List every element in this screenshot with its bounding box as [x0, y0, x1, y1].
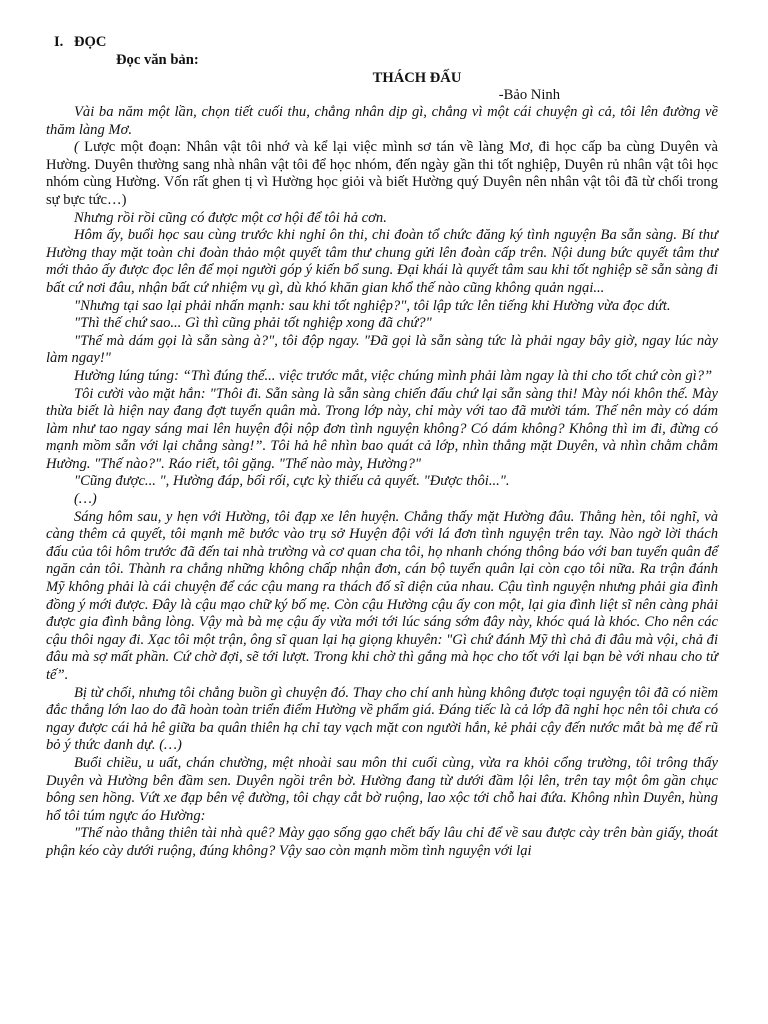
section-label: ĐỌC: [74, 34, 107, 50]
paragraph-10: "Cũng được... ", Hường đáp, bối rối, cực kỳ thiếu cả quyết. "Được thôi...".: [74, 473, 510, 490]
paragraph-15: "Thế nào thằng thiên tài nhà quê? Mày gạo sống gạo chết bấy lâu chỉ để về sau được cày trên bàn giấy, thoát phận kéo cày dưới ruộng, đúng không? Vậy sao còn mạnh mồm tình nguyện với lại: [46, 825, 718, 859]
paragraph-summary: [46, 139, 718, 209]
paragraph-8: Hường lúng túng: “Thì đúng thế... việc trước mắt, việc chúng mình phải làm ngay là thi cho tốt chứ còn gì?”: [74, 367, 713, 384]
section-heading: [54, 34, 718, 52]
section-number: I.: [54, 34, 64, 50]
paragraph-12: Sáng hôm sau, y hẹn với Hường, tôi đạp xe lên huyện. Chẳng thấy mặt Hường đâu. Thằng hèn, tôi nghĩ, và càng thêm cả quyết, tôi mạnh mẽ bước vào trụ sở Huyện đội với lá đơn tình nguyện trên tay. Nào ngờ lời thách đấu của tôi hôm trước đã đến tai nhà trường và cơ quan cha tôi, họ nhanh chóng thông báo với ban tuyển quân để ngăn cản tôi. Thành ra chẳng những không chấp nhận đơn, cán bộ tuyển quân lại còn cạo tôi nữa. Ra trận đánh Mỹ không phải là cái chuyện để các cậu mang ra thách đố sĩ diện của nhau. Cậu tình nguyện nhưng phải gia đình đồng ý mới được. Đây là cậu mạo chữ ký bố mẹ. Còn cậu Hường cậu ấy con một, lại gia đình liệt sĩ nên càng phải được gia đình bằng lòng. Vậy mà bà mẹ cậu ấy vừa mới tới lúc sáng sớm đây này, khóc quá là khóc. Cho nên các cậu thôi ngay đi. Xạc tôi một trận, ông sĩ quan lại hạ giọng khuyên: "Gì chứ đánh Mỹ thì chả đi đâu mà vội, chả đi đâu mà sợ mất phần. Cứ chờ đợi, sẽ tới lượt. Trong khi chờ thì gắng mà học cho tốt với lại bạn bè với nhau cho tử tế”.: [46, 508, 718, 683]
paragraph-7: "Thế mà dám gọi là sẵn sàng à?", tôi độp ngay. "Đã gọi là sẵn sàng tức là phải ngay bây giờ, ngay lúc này làm ngay!": [46, 332, 718, 367]
paragraph-4: Hôm ấy, buổi học sau cùng trước khi nghỉ ôn thi, chi đoàn tổ chức đăng ký tình nguyện Ba sẵn sàng. Bí thư Hường thay mặt toàn chi đoàn thảo một quyết tâm thư chung gửi lên đoàn cấp trên. Nội dung bức quyết tâm thư mới thảo ấy được đọc lên để mọi người góp ý kiến bổ sung. Đại khái là quyết tâm sau khi tốt nghiệp sẽ sẵn sàng đi bất cứ nơi đâu, nhận bất cứ nhiệm vụ gì, dù khó khăn gian khổ thế nào cũng không quản ngại...: [46, 227, 718, 296]
summary-open-paren: (: [74, 139, 85, 156]
paragraph-14: Buổi chiều, u uất, chán chường, mệt nhoài sau môn thi cuối cùng, vừa ra khỏi cổng trường, tôi trông thấy Duyên và Hường bên đầm sen. Duyên ngồi trên bờ. Hường đang từ dưới đầm lội lên, trên tay một ôm gần chục bông sen hồng. Vứt xe đạp bên vệ đường, tôi chạy cắt bờ ruộng, lao xộc tới chỗ hai đứa. Không nhìn Duyên, hùng hổ tôi túm ngực áo Hường:: [46, 754, 718, 824]
reading-subheading: Đọc văn bản:: [116, 52, 199, 68]
paragraph-ellipsis: (…): [74, 491, 97, 508]
document-page: [46, 34, 718, 861]
paragraph-3: Nhưng rồi rồi cũng có được một cơ hội để tôi hả cơn.: [74, 209, 387, 226]
story-author: -Bảo Ninh: [498, 87, 560, 103]
paragraph-5: "Nhưng tại sao lại phải nhấn mạnh: sau khi tốt nghiệp?", tôi lập tức lên tiếng khi Hường vừa đọc dứt.: [74, 297, 671, 314]
paragraph-1: Vài ba năm một lần, chọn tiết cuối thu, chẳng nhân dịp gì, chẳng vì một cái chuyện gì cả, tôi lên đường về thăm làng Mơ.: [46, 104, 718, 138]
paragraph-9: Tôi cười vào mặt hắn: "Thôi đi. Sẵn sàng là sẵn sàng chiến đấu chứ lại sẵn sàng thi! Mày nói khôn thế. Mày thừa biết là hiện nay đang đợt tuyển quân mà. Trong lớp này, chỉ mày với tao đã mười tám. Thế nên mày có dám làm như tao ngay sáng mai lên huyện đội nộp đơn tình nguyện không? Có dám không? Không thì im đi, đừng có mạnh mồm sẵn với lại chẳng sàng!”. Tôi hả hê nhìn bao quát cả lớp, nhìn thẳng mặt Duyên, và nhìn chằm chằm Hường. "Thế nào?". Ráo riết, tôi gặng. "Thế nào mày, Hường?": [46, 385, 718, 472]
paragraph-6: "Thì thế chứ sao... Gì thì cũng phải tốt nghiệp xong đã chứ?": [74, 315, 432, 332]
summary-text: Lược một đoạn: Nhân vật tôi nhớ và kể lại việc mình sơ tán về làng Mơ, đi học cấp ba cùng Duyên và Hường. Duyên thường sang nhà nhân vật tôi để học nhóm, đến ngày gần thi tốt nghiệp, Duyên rủ nhân vật tôi học nhóm cùng Hường. Vốn rất ghen tị vì Hường học giỏi và biết Hường quý Duyên nên nhân vật tôi đã từ chối trong sự bực tức…): [46, 139, 718, 208]
paragraph-13: Bị từ chối, nhưng tôi chẳng buồn gì chuyện đó. Thay cho chí anh hùng không được toại nguyện tôi đã có niềm đắc thắng lớn lao do đã hoàn toàn triển điểm Hường về phẩm giá. Đáng tiếc là cả lớp đã nghỉ học nên tôi chưa có ngay được cái hả hê giữa ba quân thiên hạ chỉ tay vạch mặt con người hắn, kẻ phải cậy đến nước mắt bà mẹ để rũ bỏ ý thức danh dự. (…): [46, 684, 718, 754]
story-title: THÁCH ĐẤU: [372, 70, 462, 86]
